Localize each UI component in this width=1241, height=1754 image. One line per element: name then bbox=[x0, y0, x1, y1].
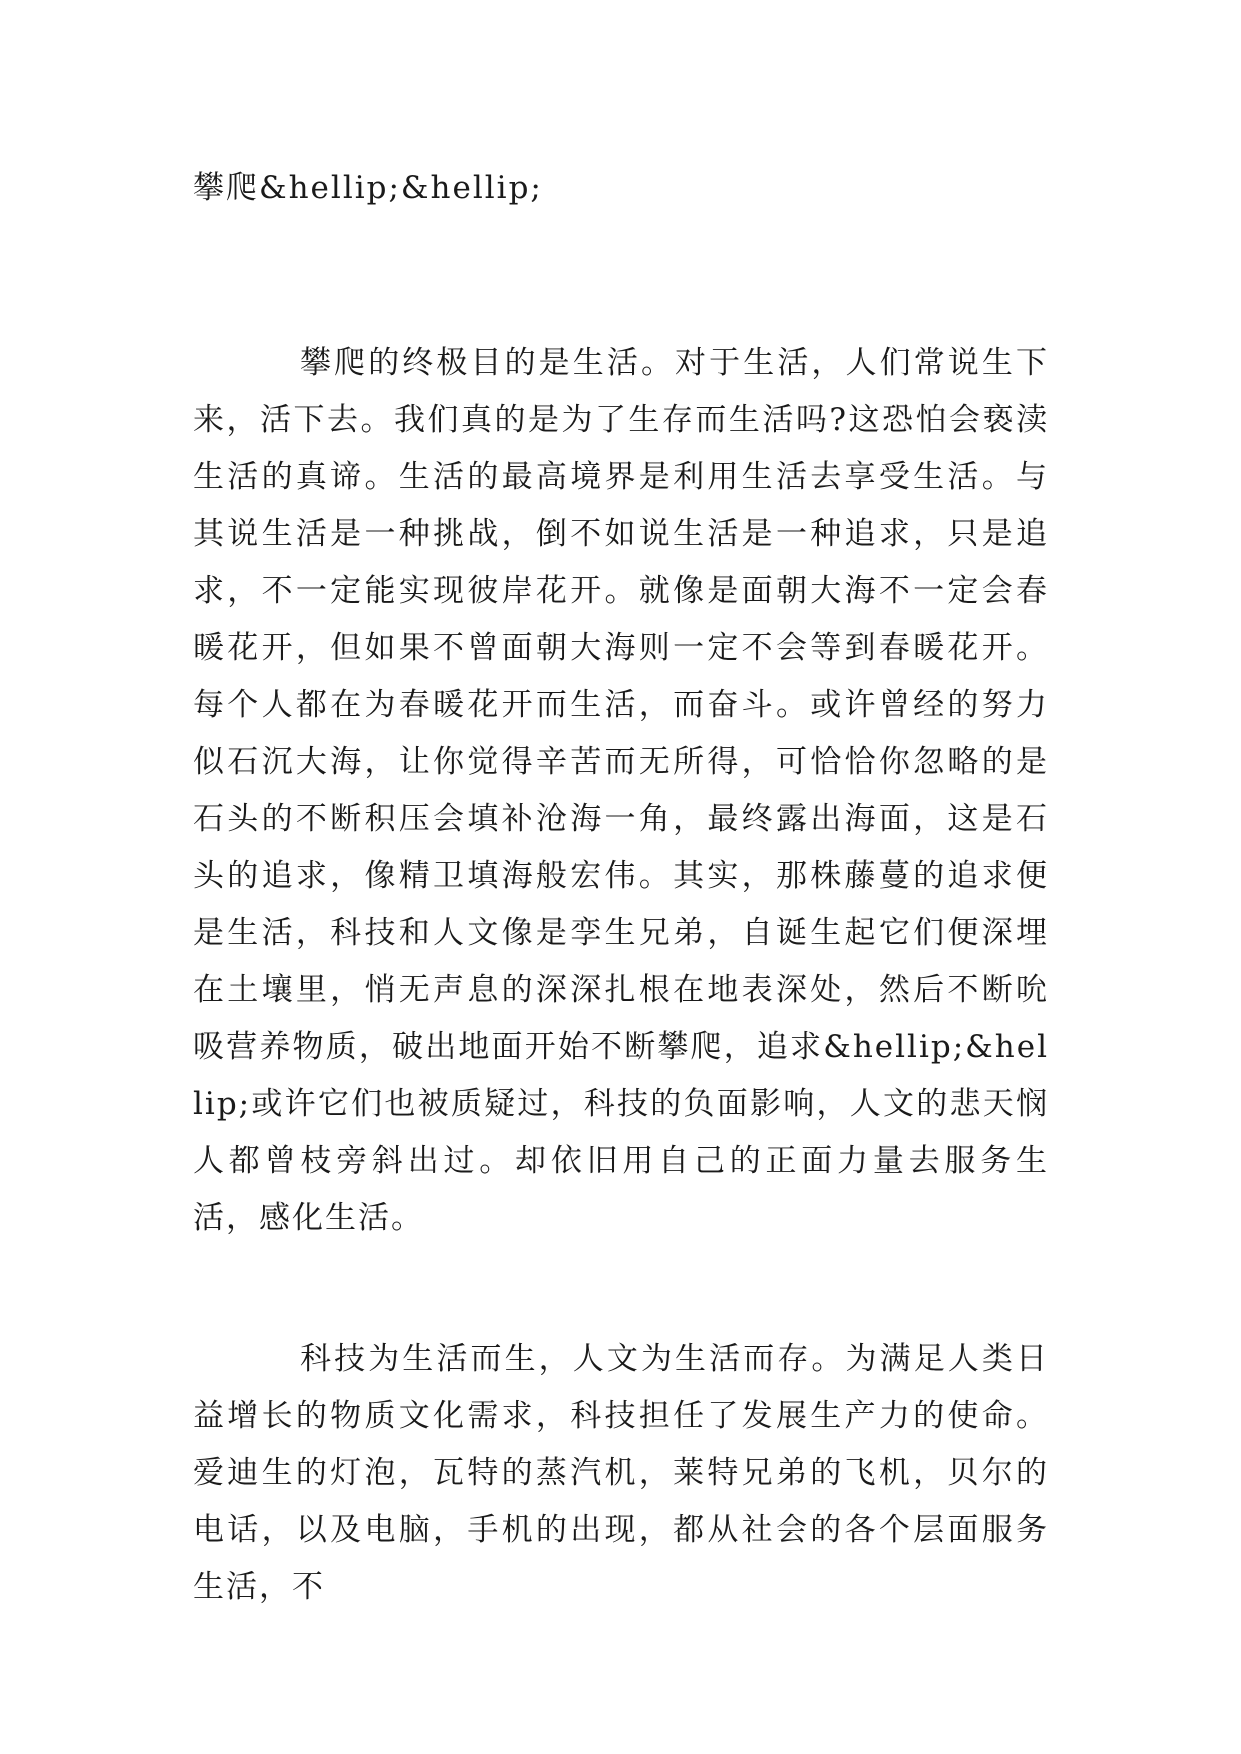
paragraph-fragment: 攀爬&hellip;&hellip; bbox=[193, 170, 543, 206]
paragraph-climbing-purpose: 攀爬的终极目的是生活。对于生活，人们常说生下来，活下去。我们真的是为了生存而生活吗?这恐怕会亵渎生活的真谛。生活的最高境界是利用生活去享受生活。与其说生活是一种挑战，倒不如说生活是一种追求，只是追求，不一定能实现彼岸花开。就像是面朝大海不一定会春暖花开，但如果不曾面朝大海则一定不会等到春暖花开。每个人都在为春暖花开而生活，而奋斗。或许曾经的努力似石沉大海，让你觉得辛苦而无所得，可恰恰你忽略的是石头的不断积压会填补沧海一角，最终露出海面，这是石头的追求，像精卫填海般宏伟。其实，那株藤蔓的追求便是生活，科技和人文像是孪生兄弟，自诞生起它们便深埋在土壤里，悄无声息的深深扎根在地表深处，然后不断吮吸营养物质，破出地面开始不断攀爬，追求&hellip;&hellip;或许它们也被质疑过，科技的负面影响，人文的悲天悯人都曾枝旁斜出过。却依旧用自己的正面力量去服务生活，感化生活。 bbox=[193, 345, 1049, 1236]
paragraph-technology-humanities: 科技为生活而生，人文为生活而存。为满足人类日益增长的物质文化需求，科技担任了发展生产力的使命。爱迪生的灯泡，瓦特的蒸汽机，莱特兄弟的飞机，贝尔的电话，以及电脑，手机的出现，都从社会的各个层面服务生活，不 bbox=[193, 1341, 1049, 1605]
